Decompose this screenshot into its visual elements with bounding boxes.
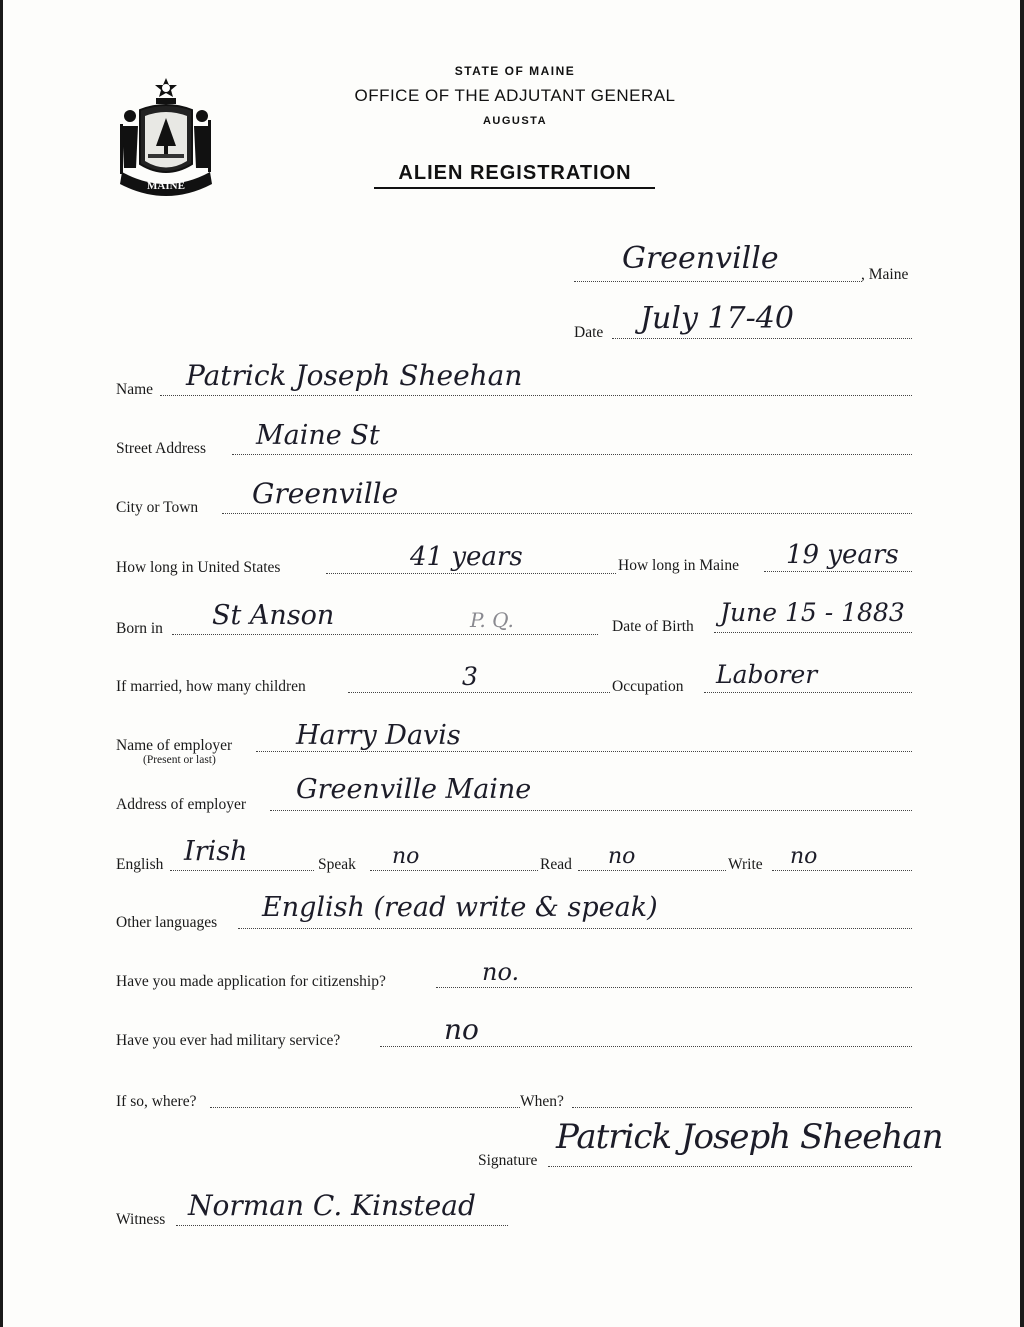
town-line xyxy=(574,281,862,282)
employer-address-label: Address of employer xyxy=(116,796,246,813)
occupation-entry: Laborer xyxy=(716,660,818,689)
witness-line xyxy=(176,1225,508,1226)
where-line xyxy=(210,1107,520,1108)
occupation-line xyxy=(704,692,912,693)
scan-edge-right xyxy=(1020,0,1024,1327)
name-entry: Patrick Joseph Sheehan xyxy=(186,359,523,392)
english-line xyxy=(170,870,314,871)
military-line xyxy=(380,1046,912,1047)
date-of-birth-entry: June 15 - 1883 xyxy=(720,598,905,627)
citizenship-line xyxy=(436,987,912,988)
write-entry: no xyxy=(790,844,818,869)
how-long-maine-line xyxy=(764,571,912,572)
born-in-city-entry: St Anson xyxy=(212,600,335,631)
other-languages-label: Other languages xyxy=(116,914,218,931)
form-title: ALIEN REGISTRATION xyxy=(398,162,632,184)
how-long-us-entry: 41 years xyxy=(410,542,523,572)
if-so-where-label: If so, where? xyxy=(116,1093,197,1110)
speak-entry: no xyxy=(392,844,420,869)
maine-suffix-label: , Maine xyxy=(861,266,909,283)
speak-label: Speak xyxy=(318,856,356,873)
other-languages-line xyxy=(238,928,912,929)
children-entry: 3 xyxy=(462,662,478,691)
date-label: Date xyxy=(574,324,604,341)
state-heading: STATE OF MAINE xyxy=(454,64,576,78)
employer-name-label: Name of employer xyxy=(116,737,233,754)
street-address-label: Street Address xyxy=(116,440,206,457)
signature-entry: Patrick Joseph Sheehan xyxy=(556,1117,943,1157)
scan-edge-left xyxy=(0,0,3,1327)
city-or-town-label: City or Town xyxy=(116,499,199,516)
when-line xyxy=(572,1107,912,1108)
english-entry: Irish xyxy=(184,836,248,867)
citizenship-entry: no. xyxy=(482,958,520,986)
employer-address-entry: Greenville Maine xyxy=(296,774,532,805)
date-entry: July 17-40 xyxy=(640,301,794,336)
signature-line xyxy=(548,1166,912,1167)
born-in-region-entry: P. Q. xyxy=(470,608,514,632)
occupation-label: Occupation xyxy=(612,678,684,695)
children-line xyxy=(348,692,610,693)
signature-label: Signature xyxy=(478,1152,538,1169)
born-in-label: Born in xyxy=(116,620,163,637)
street-address-entry: Maine St xyxy=(256,420,380,451)
office-heading: OFFICE OF THE ADJUTANT GENERAL xyxy=(354,86,676,105)
when-label: When? xyxy=(520,1093,564,1110)
maine-seal-icon xyxy=(112,76,220,206)
name-label: Name xyxy=(116,381,154,398)
military-entry: no xyxy=(444,1013,479,1046)
how-long-maine-entry: 19 years xyxy=(786,540,899,570)
date-of-birth-label: Date of Birth xyxy=(612,618,694,635)
city-or-town-line xyxy=(222,513,912,514)
english-label: English xyxy=(116,856,164,873)
street-address-line xyxy=(232,454,912,455)
read-entry: no xyxy=(608,844,636,869)
town-entry: Greenville xyxy=(622,241,779,276)
employer-note-label: (Present or last) xyxy=(143,754,216,766)
military-label: Have you ever had military service? xyxy=(116,1032,341,1049)
born-in-line xyxy=(172,634,598,635)
title-underline xyxy=(374,187,655,189)
other-languages-entry: English (read write & speak) xyxy=(262,892,658,923)
write-line xyxy=(772,870,912,871)
citizenship-label: Have you made application for citizenship? xyxy=(116,973,386,990)
write-label: Write xyxy=(728,856,763,873)
city-heading: AUGUSTA xyxy=(482,115,548,127)
witness-entry: Norman C. Kinstead xyxy=(188,1189,476,1222)
employer-name-entry: Harry Davis xyxy=(296,720,461,751)
children-label: If married, how many children xyxy=(116,678,306,695)
read-label: Read xyxy=(540,856,572,873)
employer-name-line xyxy=(256,751,912,752)
how-long-us-line xyxy=(326,573,616,574)
seal-text: MAINE xyxy=(147,180,185,192)
how-long-us-label: How long in United States xyxy=(116,559,281,576)
date-line xyxy=(612,338,912,339)
city-or-town-entry: Greenville xyxy=(252,477,399,510)
how-long-maine-label: How long in Maine xyxy=(618,557,739,574)
speak-line xyxy=(370,870,538,871)
read-line xyxy=(578,870,726,871)
witness-label: Witness xyxy=(116,1211,166,1228)
name-line xyxy=(160,395,912,396)
date-of-birth-line xyxy=(714,632,912,633)
employer-address-line xyxy=(270,810,912,811)
